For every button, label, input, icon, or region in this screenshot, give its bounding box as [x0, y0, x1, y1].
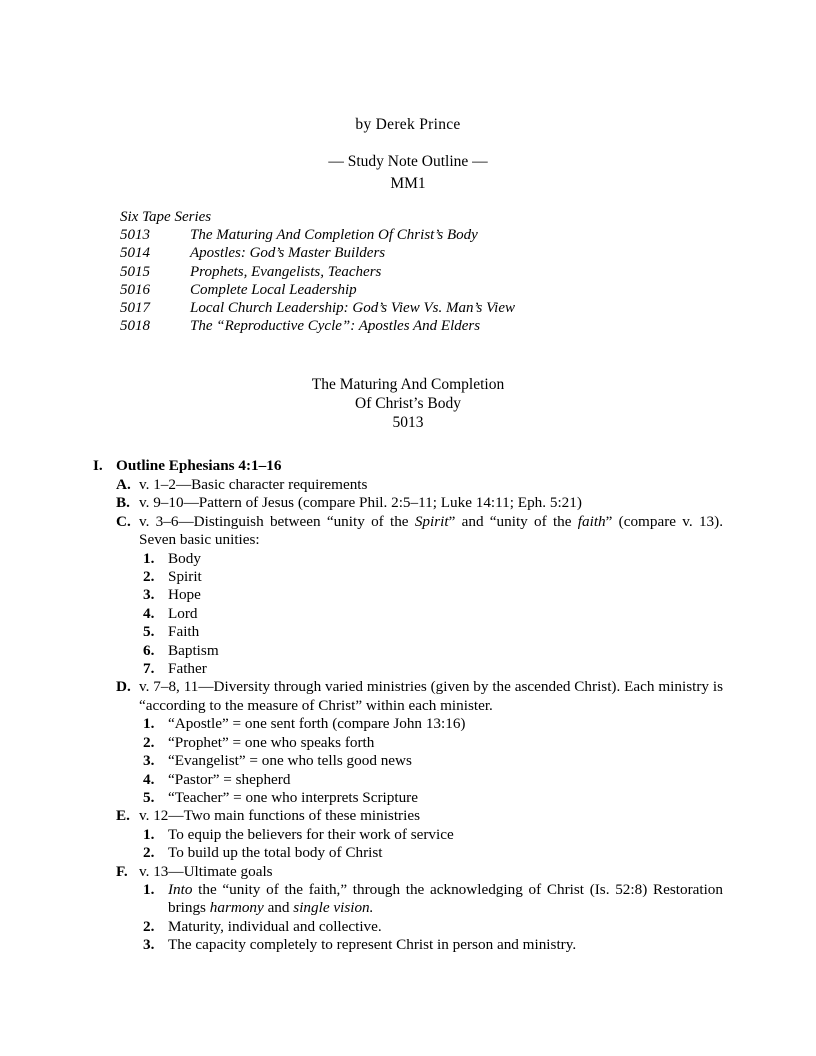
sub-marker: 3. — [143, 936, 155, 954]
list-item — [93, 550, 723, 568]
list-item — [93, 844, 723, 862]
sub-marker: 1. — [143, 715, 155, 733]
sub-text: “Evangelist” = one who tells good news — [168, 752, 412, 770]
sub-text: The capacity completely to represent Christ in person and ministry. — [168, 936, 577, 954]
outline-body — [93, 456, 723, 955]
work-title-number: 5013 — [392, 414, 424, 431]
tape-series-row — [120, 299, 515, 317]
item-marker: C. — [116, 512, 131, 530]
item-text-italic-spirit: Spirit — [414, 512, 449, 530]
item-text: v. 13—Ultimate goals — [139, 862, 273, 880]
outline-item-b — [93, 494, 723, 512]
item-text-pre: v. 3–6—Distinguish between “unity of the — [139, 512, 415, 530]
sub-marker: 1. — [143, 880, 155, 898]
sub-text: “Pastor” = shepherd — [168, 770, 291, 788]
sub-text: “Apostle” = one sent forth (compare John 13:16) — [168, 715, 466, 733]
sub-text: Body — [168, 549, 201, 567]
outline-heading — [93, 456, 723, 475]
tape-number: 5013 — [120, 227, 150, 244]
sub-text-italic-into: Into — [168, 880, 193, 898]
sub-marker: 1. — [143, 825, 155, 843]
sub-text: To equip the believers for their work of service — [168, 825, 454, 843]
sub-marker: 2. — [143, 917, 155, 935]
outline-item-c — [93, 513, 723, 550]
item-text: v. 7–8, 11—Diversity through varied ministries (given by the ascended Christ). Each ministry is “according to the measure of Christ” within each minister. — [139, 678, 723, 714]
sub-marker: 2. — [143, 844, 155, 862]
item-marker: E. — [116, 807, 130, 825]
list-item — [93, 605, 723, 623]
outline-roman-marker: I. — [93, 457, 103, 474]
tape-title: Local Church Leadership: God’s View Vs. Man’s View — [190, 300, 515, 317]
sub-marker: 4. — [143, 604, 155, 622]
list-item — [93, 568, 723, 586]
item-text-mid: ” and “unity of the — [448, 512, 578, 530]
tape-series-heading: Six Tape Series — [120, 209, 212, 225]
tape-series-block — [120, 208, 515, 335]
tape-series-row — [120, 317, 515, 335]
tape-number: 5018 — [120, 318, 150, 335]
list-item — [93, 881, 723, 918]
outline-item-e — [93, 807, 723, 825]
sub-text: “Prophet” = one who speaks forth — [168, 733, 375, 751]
sub-text: Hope — [168, 586, 201, 604]
outline-item-f — [93, 863, 723, 881]
item-marker: B. — [116, 494, 130, 512]
list-item — [93, 734, 723, 752]
list-item — [93, 771, 723, 789]
tape-title: The Maturing And Completion Of Christ’s Body — [190, 227, 478, 244]
item-marker: F. — [116, 862, 128, 880]
tape-series-row — [120, 226, 515, 244]
item-marker: D. — [116, 678, 131, 696]
tape-number: 5015 — [120, 263, 150, 280]
item-text-post: ” (compare v. 13). Seven basic unities: — [139, 512, 723, 549]
series-code: MM1 — [390, 175, 426, 192]
work-title-line-1: The Maturing And Completion — [311, 376, 505, 393]
tape-series-row — [120, 263, 515, 281]
sub-text: Faith — [168, 623, 200, 641]
item-text: v. 9–10—Pattern of Jesus (compare Phil. 2:5–11; Luke 14:11; Eph. 5:21) — [139, 494, 582, 512]
sub-marker: 2. — [143, 568, 155, 586]
sub-marker: 3. — [143, 752, 155, 770]
tape-number: 5014 — [120, 245, 150, 262]
tape-title: Prophets, Evangelists, Teachers — [190, 263, 382, 280]
tape-title: Complete Local Leadership — [190, 281, 357, 298]
outline-item-d — [93, 678, 723, 715]
tape-number: 5016 — [120, 281, 150, 298]
sub-text: Spirit — [168, 568, 202, 586]
item-text: v. 1–2—Basic character requirements — [139, 476, 368, 493]
tape-series-row — [120, 244, 515, 262]
outline-heading-text: Outline Ephesians 4:1–16 — [116, 457, 282, 474]
tape-series-row — [120, 281, 515, 299]
sub-marker: 7. — [143, 660, 155, 678]
list-item — [93, 623, 723, 641]
item-text-italic-faith: faith — [577, 512, 606, 530]
sub-text: “Teacher” = one who interprets Scripture — [168, 788, 418, 806]
sub-marker: 6. — [143, 641, 155, 659]
tape-title: The “Reproductive Cycle”: Apostles And Elders — [190, 318, 481, 335]
sub-text-and: and — [263, 899, 294, 917]
sub-text: Baptism — [168, 641, 219, 659]
sub-text-italic-harmony: harmony — [209, 899, 264, 917]
sub-marker: 2. — [143, 733, 155, 751]
item-text: v. 12—Two main functions of these ministries — [139, 807, 420, 825]
list-item — [93, 789, 723, 807]
sub-text: Lord — [168, 604, 198, 622]
outline-item-a — [93, 476, 723, 494]
list-item — [93, 936, 723, 954]
list-item — [93, 660, 723, 678]
list-item — [93, 826, 723, 844]
list-item — [93, 752, 723, 770]
work-title-line-2: Of Christ’s Body — [355, 395, 461, 412]
list-item — [93, 642, 723, 660]
study-note-outline-label: — Study Note Outline — — [328, 153, 488, 170]
list-item — [93, 918, 723, 936]
sub-marker: 5. — [143, 623, 155, 641]
sub-text-mid: the “unity of the faith,” through the acknowledging of Christ (Is. 52:8) Restoration brings — [168, 880, 723, 917]
sub-text: To build up the total body of Christ — [168, 844, 383, 862]
sub-text-italic-single-vision: single vision. — [293, 899, 374, 917]
sub-marker: 1. — [143, 549, 155, 567]
item-marker: A. — [116, 476, 131, 493]
author-byline: by Derek Prince — [355, 116, 461, 133]
sub-marker: 4. — [143, 770, 155, 788]
tape-number: 5017 — [120, 300, 150, 317]
list-item — [93, 715, 723, 733]
sub-text: Father — [168, 660, 207, 678]
tape-title: Apostles: God’s Master Builders — [190, 245, 386, 262]
sub-marker: 5. — [143, 788, 155, 806]
list-item — [93, 586, 723, 604]
sub-marker: 3. — [143, 586, 155, 604]
sub-text: Maturity, individual and collective. — [168, 917, 382, 935]
